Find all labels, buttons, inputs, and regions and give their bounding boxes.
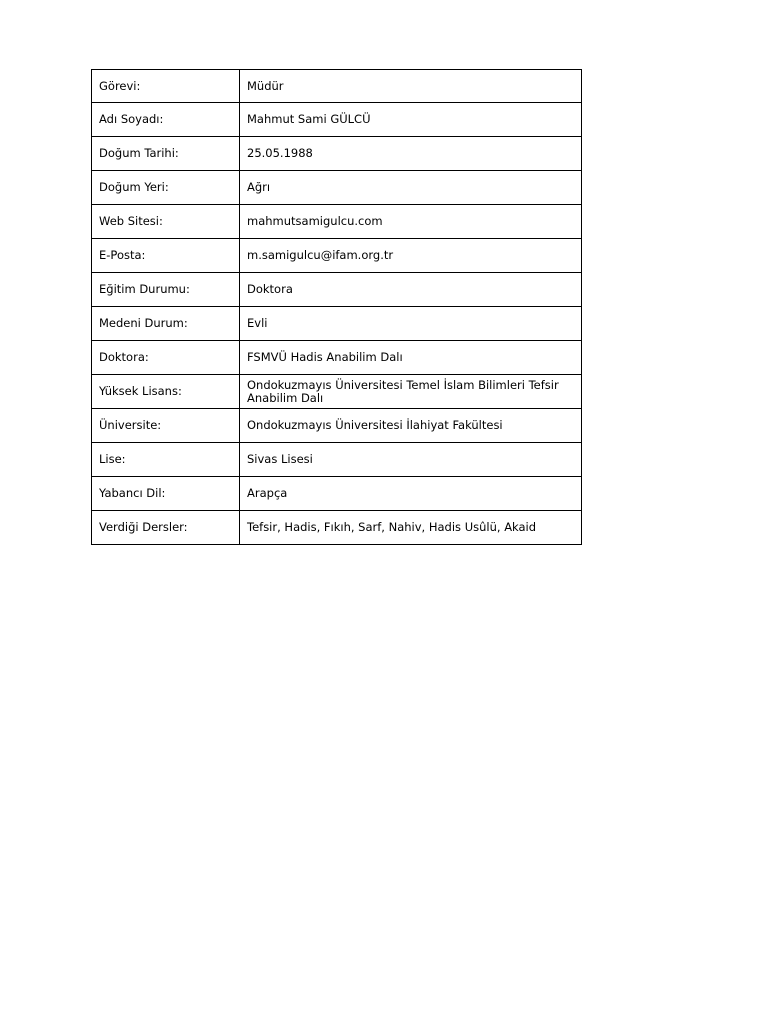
- table-row: [92, 307, 582, 341]
- table-row: [92, 477, 582, 511]
- table-row: [92, 205, 582, 239]
- row-label: Doğum Yeri:: [92, 171, 240, 205]
- table-row: [92, 103, 582, 137]
- row-value: Doktora: [240, 273, 582, 307]
- table-row: [92, 341, 582, 375]
- table-row: [92, 273, 582, 307]
- row-value: Ondokuzmayıs Üniversitesi İlahiyat Fakültesi: [240, 409, 582, 443]
- row-label: Medeni Durum:: [92, 307, 240, 341]
- row-value: Arapça: [240, 477, 582, 511]
- row-value: Müdür: [240, 70, 582, 103]
- table-row: [92, 70, 582, 103]
- row-value: m.samigulcu@ifam.org.tr: [240, 239, 582, 273]
- row-value: mahmutsamigulcu.com: [240, 205, 582, 239]
- table-row: [92, 137, 582, 171]
- row-label: Eğitim Durumu:: [92, 273, 240, 307]
- row-value: Tefsir, Hadis, Fıkıh, Sarf, Nahiv, Hadis Usûlü, Akaid: [240, 511, 582, 545]
- row-value: Ondokuzmayıs Üniversitesi Temel İslam Bilimleri Tefsir Anabilim Dalı: [240, 375, 582, 409]
- row-label: E-Posta:: [92, 239, 240, 273]
- row-label: Web Sitesi:: [92, 205, 240, 239]
- row-value: Ağrı: [240, 171, 582, 205]
- row-value: Sivas Lisesi: [240, 443, 582, 477]
- row-label: Lise:: [92, 443, 240, 477]
- row-label: Yabancı Dil:: [92, 477, 240, 511]
- row-label: Üniversite:: [92, 409, 240, 443]
- row-label: Görevi:: [92, 70, 240, 103]
- row-label: Verdiği Dersler:: [92, 511, 240, 545]
- table-row: [92, 375, 582, 409]
- row-label: Yüksek Lisans:: [92, 375, 240, 409]
- row-label: Doktora:: [92, 341, 240, 375]
- row-value: Mahmut Sami GÜLCÜ: [240, 103, 582, 137]
- row-value: FSMVÜ Hadis Anabilim Dalı: [240, 341, 582, 375]
- row-label: Doğum Tarihi:: [92, 137, 240, 171]
- row-value: Evli: [240, 307, 582, 341]
- table-row: [92, 409, 582, 443]
- row-value: 25.05.1988: [240, 137, 582, 171]
- row-label: Adı Soyadı:: [92, 103, 240, 137]
- table-row: [92, 239, 582, 273]
- table-row: [92, 511, 582, 545]
- table-row: [92, 171, 582, 205]
- table-row: [92, 443, 582, 477]
- personal-info-table: [91, 69, 582, 545]
